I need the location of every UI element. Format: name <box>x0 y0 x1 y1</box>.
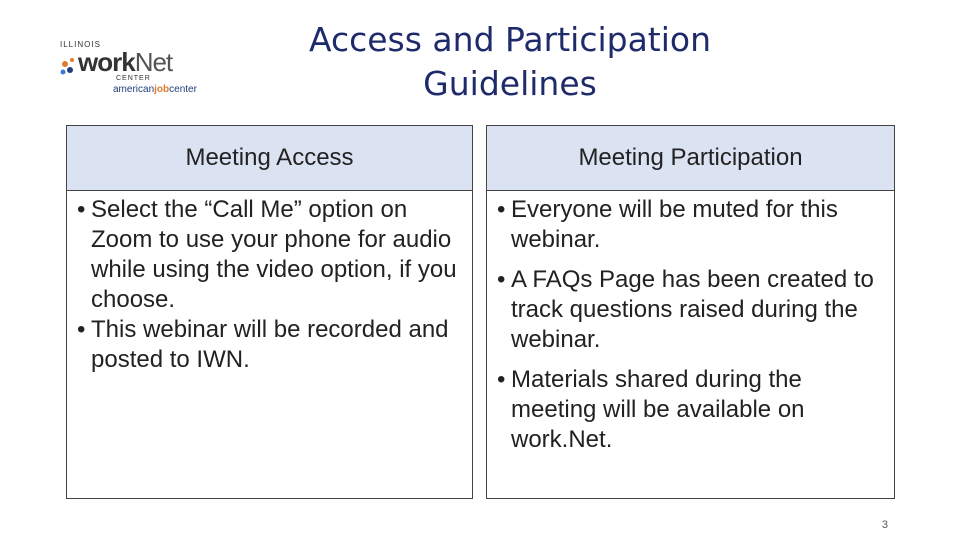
list-item: • This webinar will be recorded and posted to IWN. <box>77 315 462 375</box>
logo-brand <box>78 47 172 78</box>
logo-brand-work: work <box>78 47 135 77</box>
illinois-worknet-logo <box>58 38 208 102</box>
meeting-participation-heading: Meeting Participation <box>487 126 894 191</box>
list-item: • Select the “Call Me” option on Zoom to use your phone for audio while using the video option, if you choose. <box>77 195 462 315</box>
list-item: • A FAQs Page has been created to track questions raised during the webinar. <box>497 265 884 355</box>
page-number: 3 <box>881 519 888 531</box>
meeting-access-list <box>67 191 472 375</box>
logo-brand-net: Net <box>134 47 173 77</box>
meeting-access-heading: Meeting Access <box>67 126 472 191</box>
slide-title-line2: Guidelines <box>423 64 597 103</box>
american-job-center-text: americanjobcenter <box>113 84 197 95</box>
logo-state-text: ILLINOIS <box>60 40 101 49</box>
meeting-participation-list <box>487 191 894 455</box>
meeting-participation-panel <box>486 125 895 499</box>
meeting-access-panel <box>66 125 473 499</box>
logo-center-text: CENTER <box>116 75 151 82</box>
list-item: • Everyone will be muted for this webinar. <box>497 195 884 255</box>
list-item: • Materials shared during the meeting will be available on work.Net. <box>497 365 884 455</box>
slide-title <box>260 18 760 106</box>
slide-title-line1: Access and Participation <box>308 20 712 59</box>
